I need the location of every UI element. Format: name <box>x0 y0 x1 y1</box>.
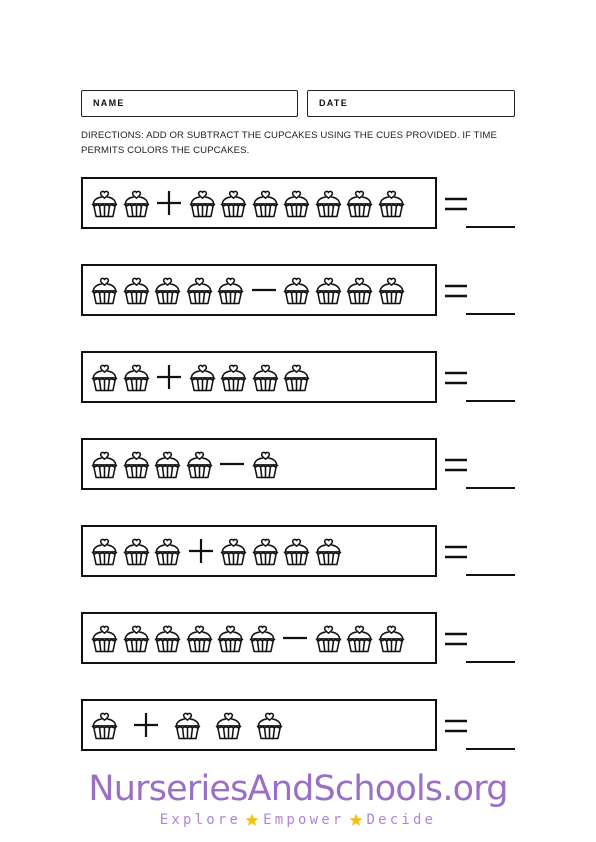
cupcake-icon <box>185 275 214 306</box>
equals-icon <box>444 717 468 735</box>
minus-icon <box>279 623 311 653</box>
cupcake-icon <box>188 188 217 219</box>
cupcake-row <box>90 701 284 749</box>
problem-box <box>81 264 437 316</box>
answer-line[interactable] <box>466 574 515 576</box>
cupcake-icon <box>314 188 343 219</box>
minus-icon <box>216 449 248 479</box>
star-icon <box>245 813 259 827</box>
star-icon <box>349 813 363 827</box>
answer-line[interactable] <box>466 400 515 402</box>
equals-icon <box>444 369 468 387</box>
cupcake-icon <box>377 188 406 219</box>
cupcake-row <box>90 266 406 314</box>
problem-box <box>81 351 437 403</box>
cupcake-icon <box>90 275 119 306</box>
brand-footer <box>0 768 596 828</box>
cupcake-icon <box>255 710 284 741</box>
plus-icon <box>131 710 161 740</box>
problem-box <box>81 699 437 751</box>
cupcake-icon <box>122 449 151 480</box>
name-label: NAME <box>93 98 125 108</box>
plus-icon <box>185 536 217 566</box>
cupcake-icon <box>219 362 248 393</box>
directions-text: DIRECTIONS: ADD OR SUBTRACT THE CUPCAKES USING THE CUES PROVIDED. IF TIME PERMITS COLORS THE CUPCAKES. <box>81 130 497 156</box>
cupcake-icon <box>153 536 182 567</box>
cupcake-icon <box>219 536 248 567</box>
equals-icon <box>444 195 468 213</box>
cupcake-row <box>90 353 311 401</box>
cupcake-icon <box>314 623 343 654</box>
answer-line[interactable] <box>466 313 515 315</box>
minus-icon <box>248 275 280 305</box>
cupcake-icon <box>185 623 214 654</box>
cupcake-icon <box>153 275 182 306</box>
cupcake-icon <box>122 275 151 306</box>
cupcake-icon <box>345 275 374 306</box>
cupcake-icon <box>122 536 151 567</box>
cupcake-icon <box>173 710 202 741</box>
cupcake-icon <box>214 710 243 741</box>
cupcake-icon <box>251 188 280 219</box>
tagline-word-decide: Decide <box>366 812 437 828</box>
cupcake-icon <box>90 188 119 219</box>
problem-box <box>81 438 437 490</box>
brand-name: NurseriesAndSchools.org <box>88 769 508 809</box>
cupcake-icon <box>377 623 406 654</box>
cupcake-icon <box>314 275 343 306</box>
cupcake-icon <box>188 362 217 393</box>
cupcake-icon <box>216 623 245 654</box>
cupcake-icon <box>251 536 280 567</box>
answer-line[interactable] <box>466 661 515 663</box>
cupcake-row <box>90 614 406 662</box>
cupcake-icon <box>282 536 311 567</box>
tagline-word-empower: Empower <box>263 812 345 828</box>
date-label: DATE <box>319 98 349 108</box>
brand-tagline <box>0 812 596 828</box>
answer-line[interactable] <box>466 487 515 489</box>
problem-box <box>81 525 437 577</box>
cupcake-icon <box>90 710 119 741</box>
cupcake-icon <box>251 362 280 393</box>
cupcake-icon <box>251 449 280 480</box>
cupcake-row <box>90 527 343 575</box>
cupcake-icon <box>219 188 248 219</box>
cupcake-icon <box>153 449 182 480</box>
cupcake-row <box>90 179 406 227</box>
cupcake-icon <box>122 623 151 654</box>
plus-icon <box>153 362 185 392</box>
cupcake-icon <box>153 623 182 654</box>
plus-icon <box>153 188 185 218</box>
cupcake-icon <box>345 188 374 219</box>
name-field[interactable] <box>81 90 298 117</box>
cupcake-icon <box>185 449 214 480</box>
cupcake-icon <box>90 623 119 654</box>
cupcake-icon <box>282 362 311 393</box>
problem-box <box>81 177 437 229</box>
cupcake-icon <box>345 623 374 654</box>
answer-line[interactable] <box>466 748 515 750</box>
cupcake-icon <box>90 449 119 480</box>
cupcake-icon <box>122 188 151 219</box>
cupcake-icon <box>282 188 311 219</box>
equals-icon <box>444 456 468 474</box>
cupcake-icon <box>282 275 311 306</box>
problem-box <box>81 612 437 664</box>
cupcake-icon <box>90 536 119 567</box>
cupcake-row <box>90 440 280 488</box>
equals-icon <box>444 543 468 561</box>
answer-line[interactable] <box>466 226 515 228</box>
cupcake-icon <box>216 275 245 306</box>
cupcake-icon <box>90 362 119 393</box>
equals-icon <box>444 630 468 648</box>
equals-icon <box>444 282 468 300</box>
cupcake-icon <box>377 275 406 306</box>
cupcake-icon <box>122 362 151 393</box>
cupcake-icon <box>314 536 343 567</box>
date-field[interactable] <box>307 90 515 117</box>
tagline-word-explore: Explore <box>159 812 242 828</box>
cupcake-icon <box>248 623 277 654</box>
